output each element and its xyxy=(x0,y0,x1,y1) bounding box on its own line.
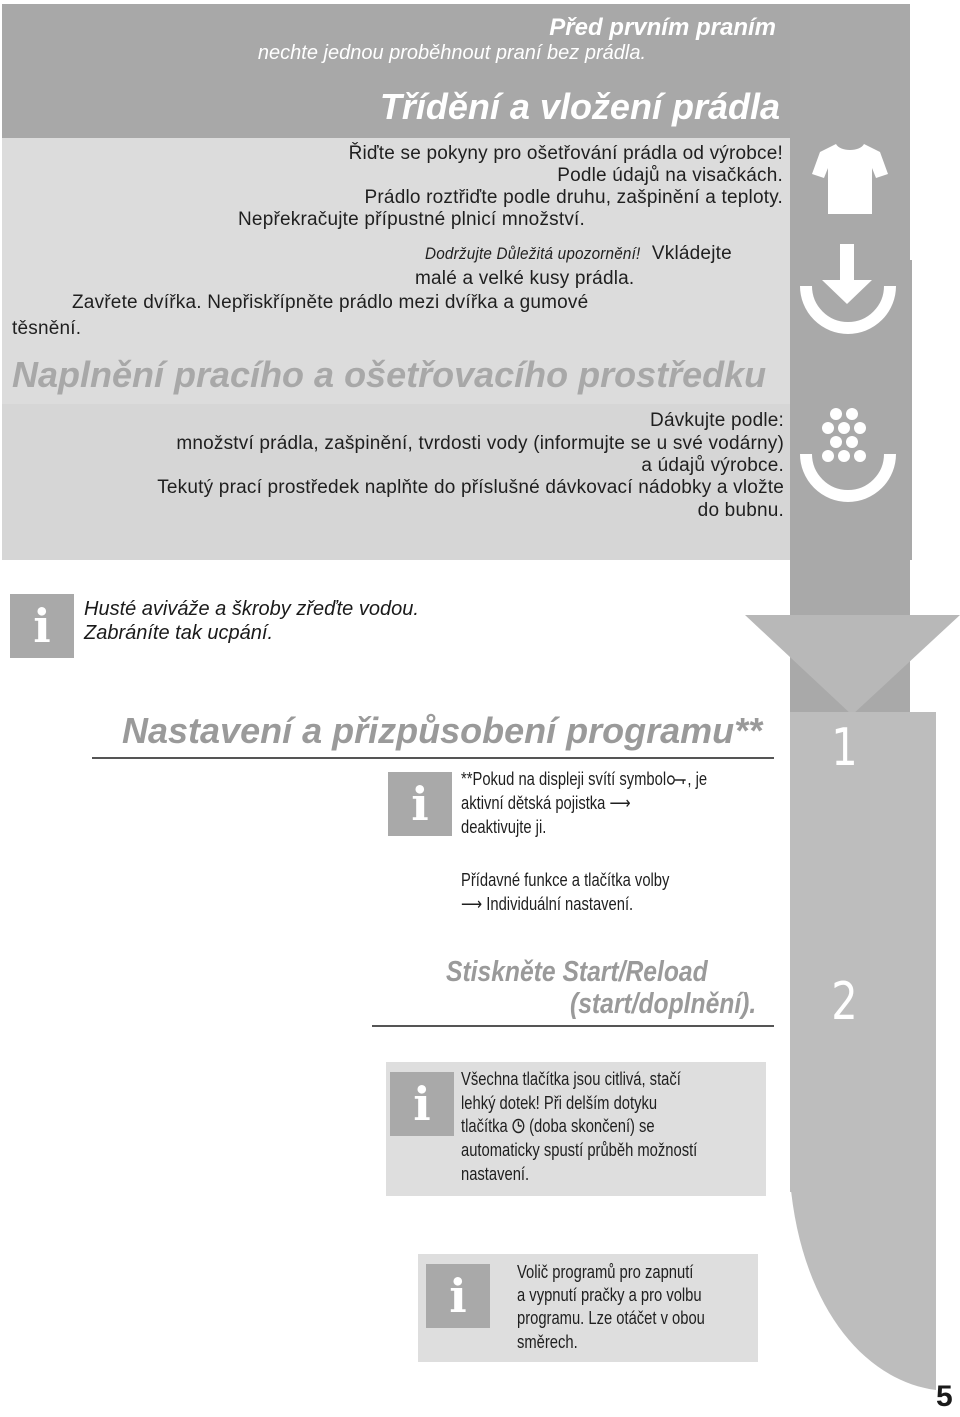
sorting-title: Třídění a vložení prádla xyxy=(379,86,780,127)
selector-line-4: směrech. xyxy=(517,1332,578,1352)
shirt-icon xyxy=(810,140,890,216)
childlock-line-2 xyxy=(461,792,631,816)
sorting-line-2: Podle údajů na visačkách. xyxy=(557,165,783,186)
detergent-line-1: Dávkujte podle: xyxy=(650,410,784,431)
touch-info-icon: i xyxy=(390,1072,454,1136)
sorting-line-3: Prádlo roztřiďte podle druhu, zašpinění a teploty. xyxy=(364,187,783,208)
childlock-line-2-text: aktivní dětská pojistka xyxy=(461,793,606,813)
selector-line-3: programu. Lze otáčet v obou xyxy=(517,1308,705,1328)
selector-info-icon: i xyxy=(426,1264,490,1328)
header-title: Před prvním praním xyxy=(549,14,776,41)
detergent-title: Naplnění pracího a ošetřovacího prostředku xyxy=(12,354,767,395)
sorting-note-rest: Vkládejte xyxy=(646,243,732,264)
load-drum-icon xyxy=(800,240,896,340)
start-line-2: (start/doplnění). xyxy=(570,988,757,1020)
flow-band-lower xyxy=(790,712,936,1192)
arrow-icon: ⟶ xyxy=(609,793,631,813)
touch-line-2: lehký dotek! Při delším dotyku xyxy=(461,1093,658,1113)
clock-icon xyxy=(512,1118,525,1134)
header-subtitle: nechte jednou proběhnout praní bez prádla. xyxy=(257,42,646,64)
touch-line-5: nastavení. xyxy=(461,1164,530,1184)
childlock-line-1-text: **Pokud na displeji svítí symbol xyxy=(461,769,667,789)
flow-arrow xyxy=(745,615,960,715)
detergent-line-4: Tekutý prací prostředek naplňte do příslušné dávkovací nádobky a vložte xyxy=(157,477,784,498)
start-rule xyxy=(372,1025,774,1027)
touch-line-3 xyxy=(461,1115,655,1139)
childlock-line-1 xyxy=(461,768,707,792)
sorting-line-4: Nepřekračujte přípustné plnicí množství. xyxy=(238,209,585,230)
flow-band-curve xyxy=(790,1180,940,1390)
detergent-line-2: množství prádla, zašpinění, tvrdosti vody (informujte se u své vodárny) xyxy=(176,433,784,454)
childlock-line-3: deaktivujte ji. xyxy=(461,817,547,837)
program-title-rule xyxy=(92,757,774,759)
step-number-1: 1 xyxy=(831,718,858,778)
childlock-line-1-end: , je xyxy=(687,769,708,789)
key-icon xyxy=(667,773,687,787)
info-icon: i xyxy=(10,594,74,658)
detergent-line-5: do bubnu. xyxy=(697,500,784,521)
touch-line-3-end: (doba skončení) se xyxy=(529,1116,655,1136)
touch-line-4: automaticky spustí průběh možností xyxy=(461,1140,698,1160)
extra-functions-line-2 xyxy=(461,893,633,917)
detergent-drum-icon xyxy=(800,404,896,504)
arrow-icon: ⟶ xyxy=(461,894,483,914)
page-number: 5 xyxy=(936,1380,953,1413)
program-title: Nastavení a přizpůsobení programu** xyxy=(122,710,763,751)
touch-line-3-start: tlačítka xyxy=(461,1116,508,1136)
detergent-line-3: a údajů výrobce. xyxy=(641,455,784,476)
extra-functions-line-1: Přídavné funkce a tlačítka volby xyxy=(461,870,670,890)
selector-line-1: Volič programů pro zapnutí xyxy=(517,1262,694,1282)
softener-line-1: Husté aviváže a škroby zřeďte vodou. xyxy=(84,598,419,620)
sorting-close-door-2: těsnění. xyxy=(12,318,82,339)
selector-line-2: a vypnutí pračky a pro volbu xyxy=(517,1285,702,1305)
extra-functions-line-2-text: Individuální nastavení. xyxy=(486,894,634,914)
start-line-1: Stiskněte Start/Reload xyxy=(446,956,708,988)
softener-line-2: Zabráníte tak ucpání. xyxy=(84,622,274,644)
step-number-2: 2 xyxy=(831,972,858,1032)
touch-line-1: Všechna tlačítka jsou citlivá, stačí xyxy=(461,1069,681,1089)
sorting-line-small-large: malé a velké kusy prádla. xyxy=(415,268,635,289)
sorting-note-line xyxy=(425,243,732,265)
sorting-close-door-1: Zavřete dvířka. Nepřiskřípněte prádlo mezi dvířka a gumové xyxy=(72,292,589,313)
childlock-info-icon: i xyxy=(388,772,452,836)
sorting-note-italic: Dodržujte Důležitá upozornění! xyxy=(425,244,641,263)
sorting-line-1: Řiďte se pokyny pro ošetřování prádla od výrobce! xyxy=(348,143,783,164)
